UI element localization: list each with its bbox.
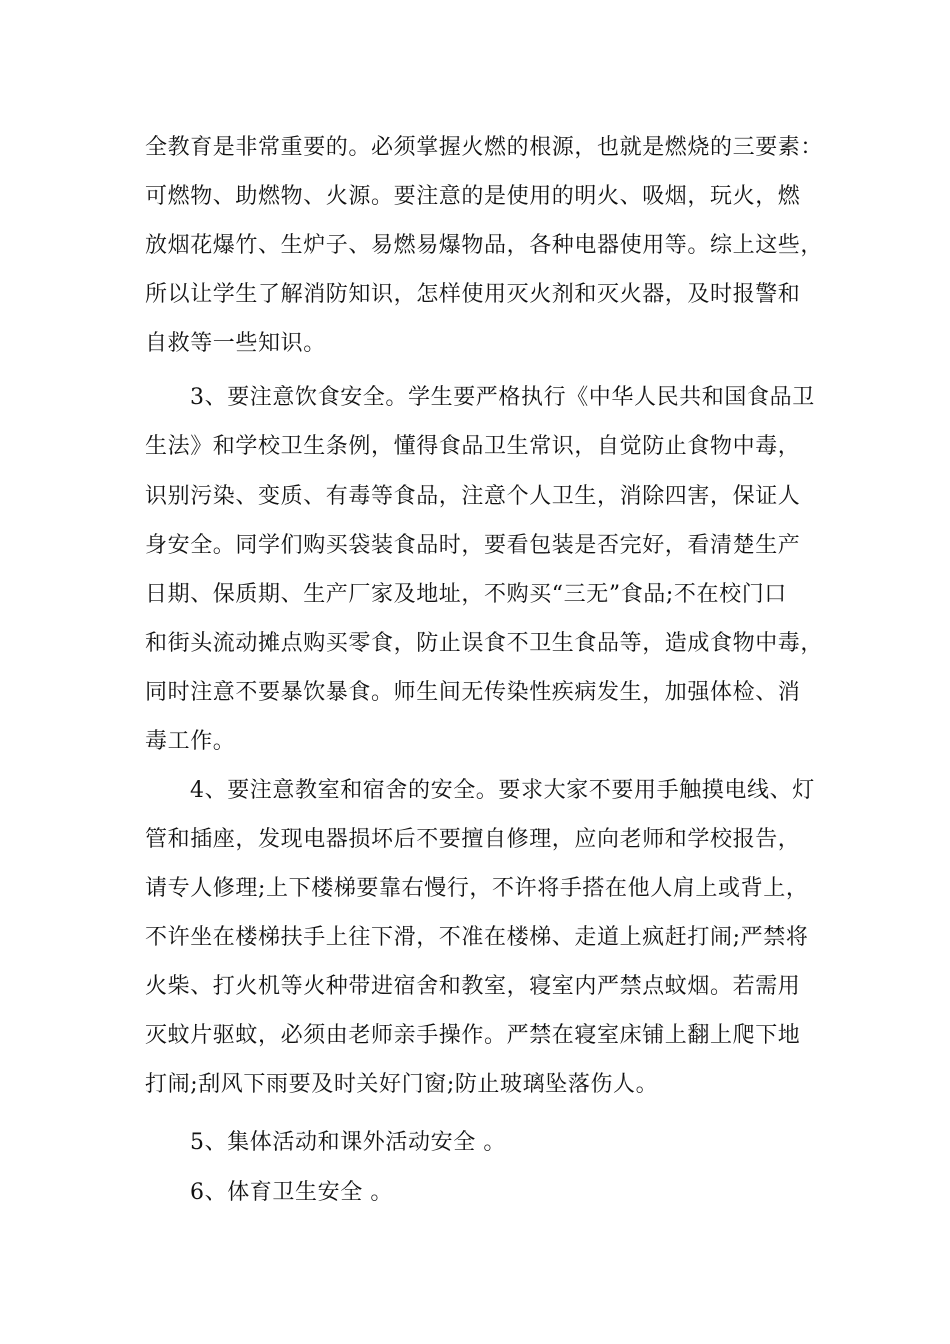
section-6-heading-line: 6、体育卫生安全 。 [190, 1180, 393, 1205]
body-text-line: 灭蚊片驱蚊，必须由老师亲手操作。严禁在寝室床铺上翻上爬下地 [145, 1023, 801, 1048]
body-text-line: 自救等一些知识。 [145, 331, 326, 356]
section-4-heading-line: 4、要注意教室和宿舍的安全。要求大家不要用手触摸电线、灯 [190, 778, 815, 803]
body-text-line: 毒工作。 [145, 729, 236, 754]
body-text-line: 请专人修理;上下楼梯要靠右慢行，不许将手搭在他人肩上或背上， [145, 876, 809, 901]
body-text-line: 日期、保质期、生产厂家及地址，不购买“三无”食品;不在校门口 [145, 582, 787, 607]
body-text-line: 放烟花爆竹、生炉子、易燃易爆物品，各种电器使用等。综上这些， [145, 233, 824, 258]
section-5-heading-line: 5、集体活动和课外活动安全 。 [190, 1130, 506, 1155]
body-text-line: 所以让学生了解消防知识，怎样使用灭火剂和灭火器，及时报警和 [145, 282, 801, 307]
body-text-line: 生法》和学校卫生条例，懂得食品卫生常识，自觉防止食物中毒， [145, 434, 801, 459]
section-3-heading-line: 3、要注意饮食安全。学生要严格执行《中华人民共和国食品卫 [190, 385, 815, 410]
body-text-line: 身安全。同学们购买袋装食品时，要看包装是否完好，看清楚生产 [145, 533, 801, 558]
body-text-line: 全教育是非常重要的。必须掌握火燃的根源，也就是燃烧的三要素： [145, 135, 824, 160]
body-text-line: 管和插座，发现电器损坏后不要擅自修理，应向老师和学校报告， [145, 827, 801, 852]
body-text-line: 同时注意不要暴饮暴食。师生间无传染性疾病发生，加强体检、消 [145, 680, 801, 705]
body-text-line: 打闹;刮风下雨要及时关好门窗;防止玻璃坠落伤人。 [145, 1072, 659, 1097]
body-text-line: 火柴、打火机等火种带进宿舍和教室，寝室内严禁点蚊烟。若需用 [145, 974, 801, 999]
body-text-line: 可燃物、助燃物、火源。要注意的是使用的明火、吸烟，玩火，燃 [145, 184, 801, 209]
body-text-line: 和街头流动摊点购买零食，防止误食不卫生食品等，造成食物中毒， [145, 631, 824, 656]
body-text-line: 不许坐在楼梯扶手上往下滑，不准在楼梯、走道上疯赶打闹;严禁将 [145, 925, 809, 950]
body-text-line: 识别污染、变质、有毒等食品，注意个人卫生，消除四害，保证人 [145, 484, 801, 509]
